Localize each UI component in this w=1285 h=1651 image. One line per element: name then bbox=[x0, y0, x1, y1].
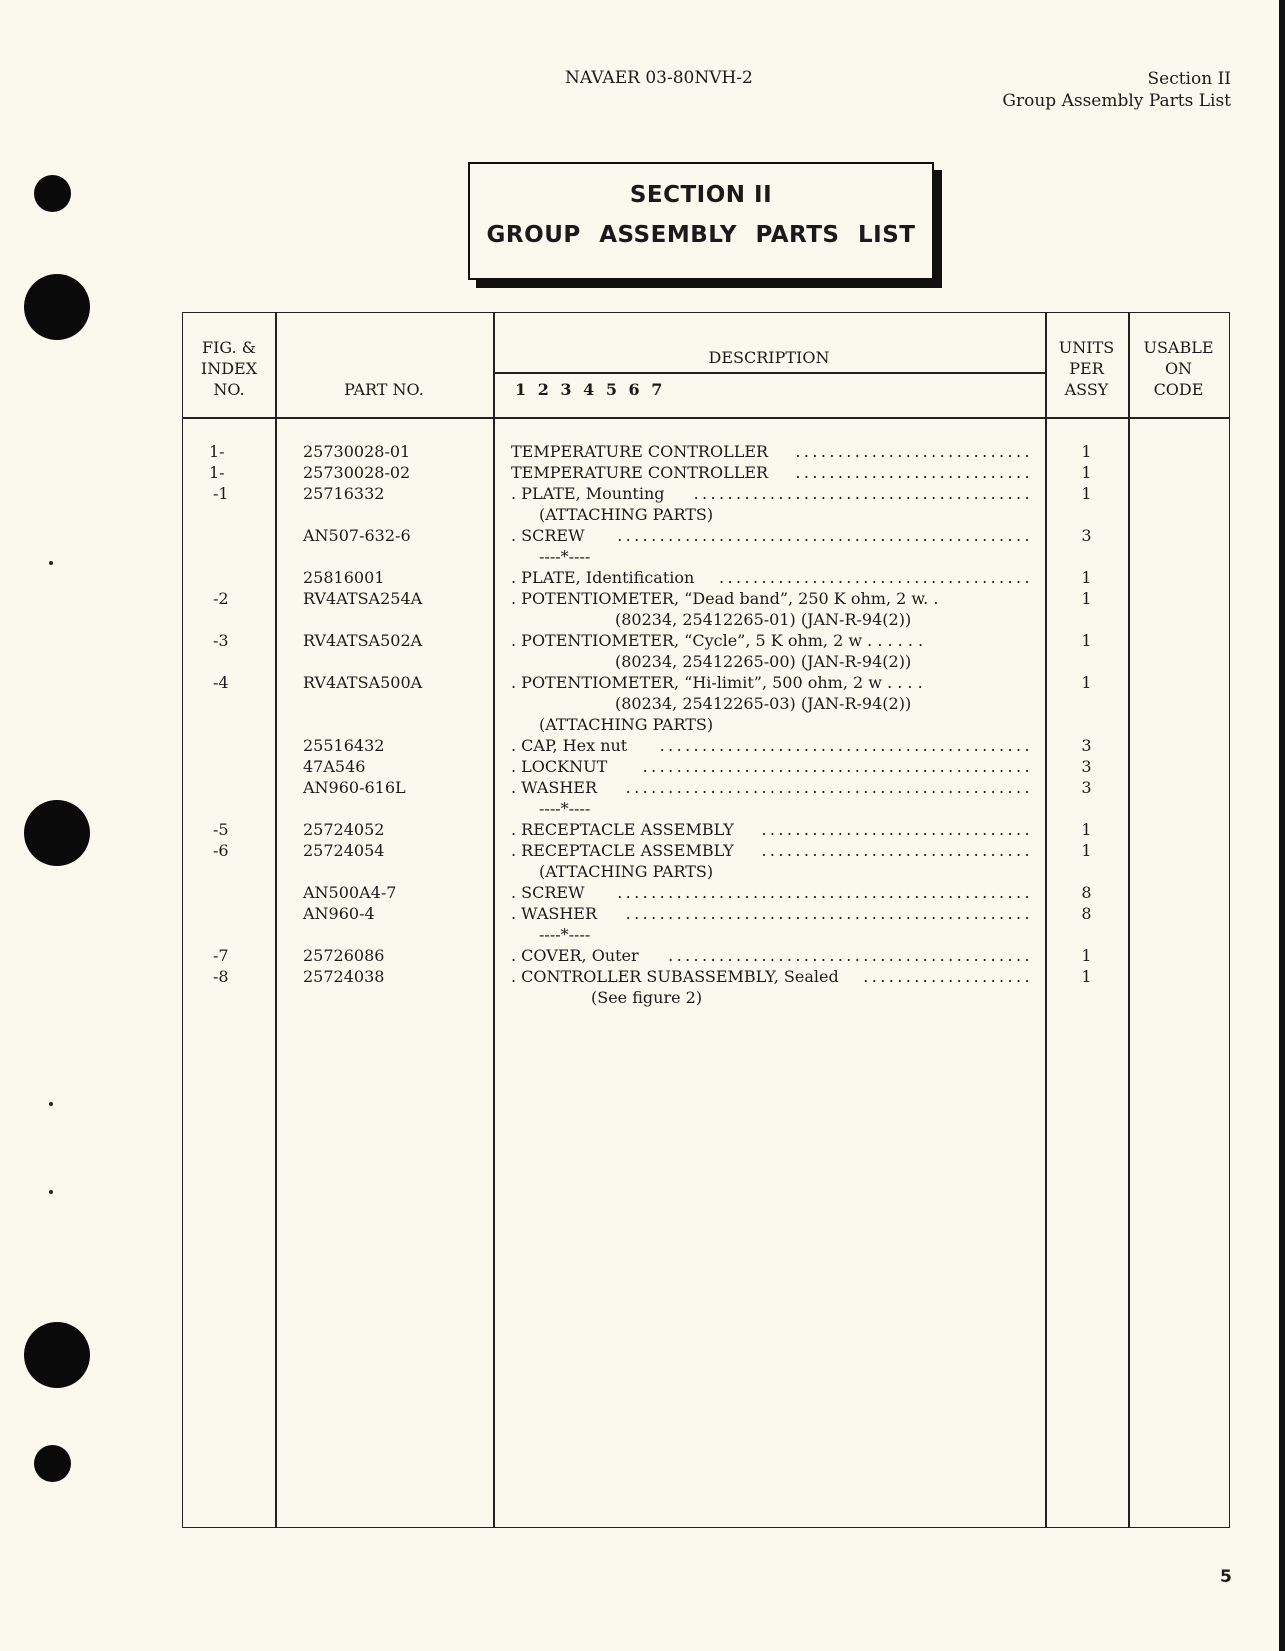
description-cell bbox=[511, 567, 1033, 588]
fig-index-cell: -5 bbox=[213, 820, 229, 839]
units-cell: 1 bbox=[1081, 463, 1092, 482]
description-cell bbox=[511, 504, 1033, 525]
fig-index-cell: -6 bbox=[213, 841, 229, 860]
description-cell bbox=[511, 672, 1033, 693]
description-text: (See figure 2) bbox=[591, 988, 703, 1007]
fig-index-cell: -2 bbox=[213, 589, 229, 608]
description-cell bbox=[511, 798, 1033, 819]
binder-hole bbox=[24, 800, 90, 866]
description-cell bbox=[511, 693, 1033, 714]
description-cell bbox=[511, 966, 1033, 987]
units-cell: 3 bbox=[1081, 778, 1092, 797]
description-text: TEMPERATURE CONTROLLER bbox=[511, 442, 769, 461]
description-cell bbox=[511, 903, 1033, 924]
description-cell bbox=[511, 945, 1033, 966]
description-text: . SCREW bbox=[511, 883, 585, 902]
units-cell: 1 bbox=[1081, 946, 1092, 965]
description-text: (80234, 25412265-03) (JAN-R-94(2)) bbox=[615, 694, 912, 713]
description-text: . CONTROLLER SUBASSEMBLY, Sealed bbox=[511, 967, 839, 986]
table-row bbox=[183, 903, 1229, 924]
description-cell bbox=[511, 819, 1033, 840]
table-row bbox=[183, 882, 1229, 903]
fig-index-cell: -1 bbox=[213, 484, 229, 503]
description-cell bbox=[511, 483, 1033, 504]
table-row bbox=[183, 462, 1229, 483]
description-text: (ATTACHING PARTS) bbox=[539, 715, 714, 734]
description-cell bbox=[511, 462, 1033, 483]
parts-rows bbox=[183, 441, 1229, 1008]
header-part-no: PART NO. bbox=[344, 380, 424, 399]
description-cell bbox=[511, 609, 1033, 630]
part-number-cell: RV4ATSA254A bbox=[303, 589, 423, 608]
header-description: DESCRIPTION bbox=[708, 348, 830, 367]
table-row bbox=[183, 672, 1229, 693]
fig-index-cell: -4 bbox=[213, 673, 229, 692]
binder-hole bbox=[24, 1322, 90, 1388]
description-text: . CAP, Hex nut bbox=[511, 736, 628, 755]
description-text: ----*---- bbox=[539, 547, 591, 566]
units-cell: 1 bbox=[1081, 841, 1092, 860]
section-label: Section II bbox=[1147, 69, 1231, 89]
table-row bbox=[183, 966, 1229, 987]
part-number-cell: 25724052 bbox=[303, 820, 385, 839]
description-text: ----*---- bbox=[539, 799, 591, 818]
units-cell: 8 bbox=[1081, 883, 1092, 902]
part-number-cell: AN500A4-7 bbox=[303, 883, 397, 902]
table-row bbox=[183, 819, 1229, 840]
part-number-cell: RV4ATSA500A bbox=[303, 673, 423, 692]
description-text: . POTENTIOMETER, “Dead band”, 250 K ohm, 2 w. . bbox=[511, 589, 939, 608]
description-text: . COVER, Outer bbox=[511, 946, 639, 965]
table-row bbox=[183, 651, 1229, 672]
units-cell: 3 bbox=[1081, 736, 1092, 755]
punch-mark bbox=[49, 1102, 53, 1106]
description-text: . RECEPTACLE ASSEMBLY bbox=[511, 820, 734, 839]
description-cell bbox=[511, 756, 1033, 777]
units-cell: 1 bbox=[1081, 568, 1092, 587]
description-cell bbox=[511, 651, 1033, 672]
header-units-per-assy: UNITS PER ASSY bbox=[1058, 338, 1115, 399]
table-row bbox=[183, 525, 1229, 546]
fig-index-cell: -8 bbox=[213, 967, 229, 986]
table-row bbox=[183, 567, 1229, 588]
table-row bbox=[183, 483, 1229, 504]
header-divider bbox=[493, 372, 1045, 374]
units-cell: 1 bbox=[1081, 673, 1092, 692]
page-number: 5 bbox=[1220, 1567, 1232, 1587]
description-text: . SCREW bbox=[511, 526, 585, 545]
dot-leader: .................... bbox=[859, 966, 1033, 987]
table-row bbox=[183, 546, 1229, 567]
header-fig-index: FIG. & INDEX NO. bbox=[200, 338, 258, 399]
section-heading: SECTION II bbox=[629, 182, 773, 208]
table-row bbox=[183, 504, 1229, 525]
units-cell: 8 bbox=[1081, 904, 1092, 923]
units-cell: 1 bbox=[1081, 442, 1092, 461]
description-cell bbox=[511, 546, 1033, 567]
description-text: (80234, 25412265-01) (JAN-R-94(2)) bbox=[615, 610, 912, 629]
description-text: . PLATE, Identification bbox=[511, 568, 695, 587]
table-row bbox=[183, 987, 1229, 1008]
dot-leader: ............................ bbox=[791, 462, 1033, 483]
section-title-box bbox=[468, 162, 934, 280]
description-cell bbox=[511, 525, 1033, 546]
description-text: (ATTACHING PARTS) bbox=[539, 862, 714, 881]
description-text: TEMPERATURE CONTROLLER bbox=[511, 463, 769, 482]
table-row bbox=[183, 945, 1229, 966]
description-text: . POTENTIOMETER, “Cycle”, 5 K ohm, 2 w . . . . . . bbox=[511, 631, 924, 650]
part-number-cell: RV4ATSA502A bbox=[303, 631, 423, 650]
dot-leader: ................................................ bbox=[622, 903, 1033, 924]
description-cell bbox=[511, 441, 1033, 462]
description-cell bbox=[511, 630, 1033, 651]
fig-index-cell: -3 bbox=[213, 631, 229, 650]
binder-hole bbox=[24, 274, 90, 340]
description-cell bbox=[511, 777, 1033, 798]
page-edge bbox=[1279, 0, 1285, 1651]
parts-list-table bbox=[182, 312, 1230, 1528]
units-cell: 1 bbox=[1081, 484, 1092, 503]
description-cell bbox=[511, 987, 1033, 1008]
description-cell bbox=[511, 924, 1033, 945]
dot-leader: ........................................ bbox=[690, 483, 1033, 504]
part-number-cell: AN960-4 bbox=[303, 904, 375, 923]
table-row bbox=[183, 756, 1229, 777]
table-row bbox=[183, 630, 1229, 651]
dot-leader: ................................ bbox=[757, 819, 1033, 840]
part-number-cell: 25730028-01 bbox=[303, 442, 411, 461]
section-title: Group Assembly Parts List bbox=[1002, 91, 1231, 111]
section-subheading: GROUP ASSEMBLY PARTS LIST bbox=[486, 222, 916, 248]
description-cell bbox=[511, 714, 1033, 735]
part-number-cell: 25726086 bbox=[303, 946, 385, 965]
table-row bbox=[183, 588, 1229, 609]
units-cell: 3 bbox=[1081, 757, 1092, 776]
description-text: . PLATE, Mounting bbox=[511, 484, 665, 503]
table-row bbox=[183, 609, 1229, 630]
table-row bbox=[183, 735, 1229, 756]
fig-index-cell: -7 bbox=[213, 946, 229, 965]
fig-index-cell: 1- bbox=[209, 463, 225, 482]
dot-leader: ............................................ bbox=[656, 735, 1033, 756]
part-number-cell: AN960-616L bbox=[303, 778, 406, 797]
description-text: . WASHER bbox=[511, 778, 598, 797]
table-row bbox=[183, 798, 1229, 819]
part-number-cell: AN507-632-6 bbox=[303, 526, 411, 545]
description-text: . POTENTIOMETER, “Hi-limit”, 500 ohm, 2 w . . . . bbox=[511, 673, 923, 692]
fig-index-cell: 1- bbox=[209, 442, 225, 461]
description-cell bbox=[511, 882, 1033, 903]
dot-leader: ................................................. bbox=[613, 882, 1033, 903]
part-number-cell: 25724038 bbox=[303, 967, 385, 986]
description-text: ----*---- bbox=[539, 925, 591, 944]
part-number-cell: 25816001 bbox=[303, 568, 385, 587]
units-cell: 1 bbox=[1081, 631, 1092, 650]
header-usable-on-code: USABLE ON CODE bbox=[1143, 338, 1214, 399]
table-row bbox=[183, 924, 1229, 945]
description-text: . WASHER bbox=[511, 904, 598, 923]
description-cell bbox=[511, 735, 1033, 756]
table-row bbox=[183, 441, 1229, 462]
description-cell bbox=[511, 588, 1033, 609]
running-header bbox=[1002, 68, 1231, 112]
punch-mark bbox=[49, 561, 53, 565]
description-text: . LOCKNUT bbox=[511, 757, 608, 776]
table-row bbox=[183, 714, 1229, 735]
table-row bbox=[183, 840, 1229, 861]
description-text: . RECEPTACLE ASSEMBLY bbox=[511, 841, 734, 860]
units-cell: 1 bbox=[1081, 967, 1092, 986]
description-text: (ATTACHING PARTS) bbox=[539, 505, 714, 524]
part-number-cell: 25730028-02 bbox=[303, 463, 411, 482]
dot-leader: .............................................. bbox=[639, 756, 1033, 777]
binder-hole bbox=[34, 1445, 71, 1482]
dot-leader: ................................ bbox=[757, 840, 1033, 861]
table-row bbox=[183, 693, 1229, 714]
dot-leader: ............................ bbox=[791, 441, 1033, 462]
dot-leader: ..................................... bbox=[715, 567, 1033, 588]
part-number-cell: 25724054 bbox=[303, 841, 385, 860]
dot-leader: ........................................... bbox=[664, 945, 1033, 966]
units-cell: 1 bbox=[1081, 820, 1092, 839]
table-row bbox=[183, 777, 1229, 798]
header-bottom-rule bbox=[183, 417, 1229, 419]
dot-leader: ................................................ bbox=[622, 777, 1033, 798]
document-number: NAVAER 03-80NVH-2 bbox=[565, 68, 753, 88]
description-text: (80234, 25412265-00) (JAN-R-94(2)) bbox=[615, 652, 912, 671]
punch-mark bbox=[49, 1190, 53, 1194]
description-cell bbox=[511, 840, 1033, 861]
binder-hole bbox=[34, 175, 71, 212]
table-row bbox=[183, 861, 1229, 882]
units-cell: 3 bbox=[1081, 526, 1092, 545]
part-number-cell: 25516432 bbox=[303, 736, 385, 755]
part-number-cell: 25716332 bbox=[303, 484, 385, 503]
part-number-cell: 47A546 bbox=[303, 757, 366, 776]
header-indent-levels: 1 2 3 4 5 6 7 bbox=[515, 380, 663, 399]
dot-leader: ................................................. bbox=[613, 525, 1033, 546]
description-cell bbox=[511, 861, 1033, 882]
units-cell: 1 bbox=[1081, 589, 1092, 608]
